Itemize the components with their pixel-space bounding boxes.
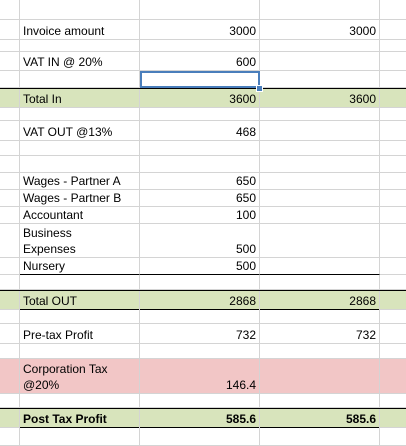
pretax-label-cell[interactable] [20,324,140,344]
cell[interactable] [380,0,406,20]
pretax-value: 732 [235,328,256,342]
vat-in-value-cell[interactable] [140,52,260,71]
pretax-label: Pre-tax Profit [23,328,94,342]
cell[interactable] [260,107,380,121]
sheet-row [0,121,406,141]
sheet-row [0,224,406,258]
corp-tax-value-cell[interactable] [140,359,260,394]
sheet-row [0,258,406,275]
post-tax-label-cell[interactable] [20,409,140,428]
cell[interactable] [0,275,20,290]
cell[interactable] [260,359,380,394]
cell[interactable] [20,107,140,121]
cell[interactable] [140,275,260,290]
business-label-cell[interactable] [20,224,140,258]
total-in-value-cell[interactable] [140,89,260,108]
pretax-value2: 732 [355,328,376,342]
cell[interactable] [380,224,406,258]
cell[interactable] [0,291,20,310]
cell[interactable] [260,173,380,190]
sheet-row [0,324,406,344]
cell[interactable] [20,344,140,359]
invoice-label: Invoice amount [23,24,105,38]
business-value: 500 [235,242,256,256]
cell[interactable] [380,190,406,207]
corp-tax-label-line2: @20% [23,378,60,392]
cell[interactable] [20,275,140,290]
cell[interactable] [20,309,140,324]
vat-out-label: VAT OUT @13% [23,125,113,139]
wages-b-value: 650 [235,191,256,205]
invoice-label-cell[interactable] [20,20,140,40]
cell[interactable] [140,0,260,20]
cell[interactable] [20,71,140,88]
cell[interactable] [0,427,20,446]
cell[interactable] [0,309,20,324]
total-out-value: 2868 [229,294,256,308]
cell[interactable] [0,121,20,141]
cell[interactable] [0,40,20,52]
cell[interactable] [380,173,406,190]
sheet-row [0,156,406,173]
total-in-label: Total In [23,92,62,106]
sheet-row [0,173,406,190]
sheet-row [0,207,406,224]
cell[interactable] [0,224,20,258]
business-label-line1: Business [23,226,72,240]
cell[interactable] [380,52,406,71]
cell[interactable] [260,275,380,290]
cell[interactable] [20,40,140,52]
cell[interactable] [380,141,406,156]
post-tax-value: 585.6 [225,412,256,426]
cell[interactable] [0,359,20,394]
cell[interactable] [260,121,380,141]
cell[interactable] [260,394,380,408]
cell[interactable] [380,291,406,310]
post-tax-row [0,408,406,428]
cell[interactable] [0,20,20,40]
sheet-row [0,40,406,52]
accountant-label-cell[interactable] [20,207,140,224]
fill-handle[interactable] [256,85,263,92]
cell[interactable] [260,141,380,156]
sheet-row [0,190,406,207]
wages-a-value: 650 [235,174,256,188]
total-out-label-cell[interactable] [20,291,140,310]
invoice-value: 3000 [229,24,256,38]
nursery-value: 500 [235,259,256,273]
corp-tax-label-cell[interactable] [20,359,140,394]
cell[interactable] [260,427,380,446]
wages-a-label: Wages - Partner A [23,174,121,188]
pretax-value2-cell[interactable] [260,324,380,344]
wages-a-label-cell[interactable] [20,173,140,190]
cell[interactable] [380,344,406,359]
cell[interactable] [260,309,380,324]
sheet-row [0,427,406,446]
vat-out-label-cell[interactable] [20,121,140,141]
pretax-value-cell[interactable] [140,324,260,344]
cell[interactable] [380,156,406,173]
cell[interactable] [380,71,406,88]
cell[interactable] [380,427,406,446]
cell[interactable] [260,258,380,275]
sheet-row [0,394,406,408]
invoice-value2: 3000 [349,24,376,38]
accountant-value: 100 [235,208,256,222]
invoice-value-cell[interactable] [140,20,260,40]
cell[interactable] [260,190,380,207]
cell[interactable] [380,359,406,394]
cell[interactable] [20,0,140,20]
total-in-value2: 3600 [349,92,376,106]
cell[interactable] [0,107,20,121]
business-value-cell[interactable] [140,224,260,258]
nursery-label-cell[interactable] [20,258,140,275]
cell[interactable] [0,89,20,108]
sheet-row [0,275,406,290]
cell[interactable] [380,20,406,40]
cell[interactable] [0,156,20,173]
sheet-row [0,309,406,324]
corp-tax-value: 146.4 [225,378,256,392]
cell[interactable] [0,190,20,207]
cell[interactable] [0,52,20,71]
cell[interactable] [140,141,260,156]
cell[interactable] [0,344,20,359]
cell[interactable] [0,173,20,190]
sheet-row [0,107,406,121]
wages-b-label: Wages - Partner B [23,191,122,205]
cell[interactable] [260,71,380,88]
cell[interactable] [260,0,380,20]
total-out-value2-cell[interactable] [260,291,380,310]
total-out-label: Total OUT [23,294,78,308]
cell[interactable] [380,107,406,121]
cell[interactable] [380,394,406,408]
cell[interactable] [0,0,20,20]
total-out-value2: 2868 [349,294,376,308]
cell[interactable] [380,309,406,324]
cell[interactable] [20,141,140,156]
active-cell-outline[interactable] [140,71,260,88]
post-tax-label: Post Tax Profit [23,412,107,426]
vat-in-label: VAT IN @ 20% [23,55,103,69]
sheet-row [0,344,406,359]
cell[interactable] [0,394,20,408]
cell[interactable] [380,40,406,52]
cell[interactable] [20,156,140,173]
sheet-row [0,0,406,20]
sheet-row [0,141,406,156]
vat-in-label-cell[interactable] [20,52,140,71]
cell[interactable] [0,258,20,275]
wages-b-label-cell[interactable] [20,190,140,207]
cell[interactable] [260,52,380,71]
cell[interactable] [140,394,260,408]
post-tax-value-cell[interactable] [140,409,260,428]
cell[interactable] [0,409,20,428]
vat-out-value-cell[interactable] [140,121,260,141]
cell[interactable] [380,121,406,141]
total-in-label-cell[interactable] [20,89,140,108]
nursery-label: Nursery [23,259,66,273]
cell[interactable] [0,71,20,88]
total-out-value-cell[interactable] [140,291,260,310]
cell[interactable] [140,40,260,52]
cell[interactable] [260,207,380,224]
corp-tax-label-line1: Corporation Tax [23,362,108,376]
vat-out-value: 468 [235,125,256,139]
wages-a-value-cell[interactable] [140,173,260,190]
total-in-row [0,88,406,108]
total-in-value2-cell[interactable] [260,89,380,108]
post-tax-value2-cell[interactable] [260,409,380,428]
sheet-row [0,20,406,40]
cell[interactable] [260,344,380,359]
total-out-row [0,290,406,310]
wages-b-value-cell[interactable] [140,190,260,207]
cell[interactable] [140,156,260,173]
cell[interactable] [260,224,380,258]
business-label-line2: Expenses [23,242,76,256]
cell[interactable] [140,427,260,446]
cell[interactable] [140,344,260,359]
cell[interactable] [20,394,140,408]
sheet-row [0,52,406,71]
cell[interactable] [380,207,406,224]
cell[interactable] [380,324,406,344]
cell[interactable] [380,258,406,275]
corp-tax-row [0,359,406,394]
cell[interactable] [380,89,406,108]
total-in-value: 3600 [229,92,256,106]
invoice-value2-cell[interactable] [260,20,380,40]
cell[interactable] [380,275,406,290]
cell[interactable] [0,207,20,224]
cell[interactable] [380,409,406,428]
accountant-label: Accountant [23,208,84,222]
vat-in-value: 600 [235,55,256,69]
cell[interactable] [0,324,20,344]
nursery-value-cell[interactable] [140,258,260,275]
cell[interactable] [140,309,260,324]
cell[interactable] [20,427,140,446]
cell[interactable] [0,141,20,156]
cell[interactable] [260,40,380,52]
accountant-value-cell[interactable] [140,207,260,224]
cell[interactable] [140,107,260,121]
cell[interactable] [260,156,380,173]
post-tax-value2: 585.6 [345,412,376,426]
